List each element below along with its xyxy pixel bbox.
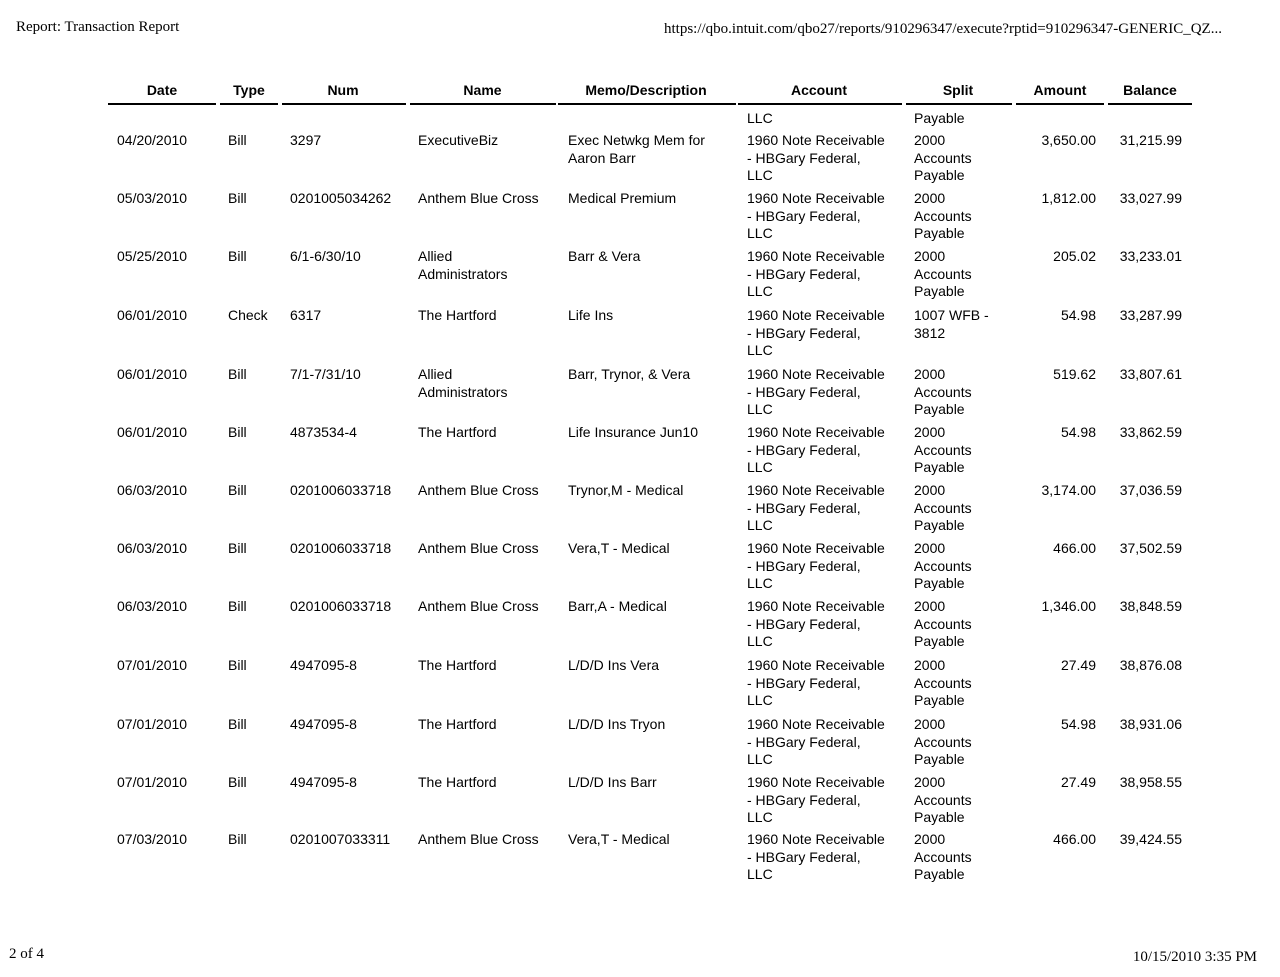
cell-date: 06/03/2010 [117, 482, 188, 498]
cell-name: The Hartford [418, 774, 497, 790]
cell-amount: 519.62 [1053, 366, 1096, 382]
cell-date: 07/01/2010 [117, 716, 188, 732]
cell-name: Allied [418, 248, 453, 264]
cell-account: LLC [747, 517, 773, 534]
cell-name: Anthem Blue Cross [418, 540, 539, 556]
cell-amount: 205.02 [1053, 248, 1096, 264]
cell-account: LLC [747, 225, 773, 242]
cell-num: 0201006033718 [290, 540, 392, 556]
cell-account: 1960 Note Receivable [747, 424, 885, 440]
cell-balance: 38,931.06 [1119, 716, 1182, 732]
cell-memo: Medical Premium [568, 190, 677, 206]
cell-name: The Hartford [418, 657, 497, 673]
cell-account: - HBGary Federal, [747, 615, 861, 632]
cell-account: - HBGary Federal, [747, 324, 861, 341]
cell-split: 1007 WFB - [914, 307, 989, 323]
cell-account: LLC [747, 866, 773, 883]
cell-num: 4947095-8 [290, 657, 357, 673]
cell-split: Accounts [914, 557, 972, 574]
cell-split: Payable [914, 225, 965, 242]
cell-account: LLC [747, 342, 773, 359]
cell-memo: L/D/D Ins Vera [568, 657, 660, 673]
report-url: https://qbo.intuit.com/qbo27/reports/910296347/execute?rptid=910296347-GENERIC_QZ... [664, 21, 1222, 37]
cell-type: Bill [228, 774, 247, 790]
cell-type: Bill [228, 190, 247, 206]
column-header-type: Type [233, 82, 265, 98]
cell-split: 2000 [914, 716, 946, 732]
cell-split: Payable [914, 401, 965, 418]
cell-account: LLC [747, 751, 773, 768]
cell-amount: 1,812.00 [1041, 190, 1096, 206]
cell-split: 2000 [914, 132, 946, 148]
cell-account: 1960 Note Receivable [747, 248, 885, 264]
cell-account: - HBGary Federal, [747, 207, 861, 224]
cell-account: - HBGary Federal, [747, 733, 861, 750]
cell-split: Payable [914, 283, 965, 300]
cell-split: Accounts [914, 848, 972, 865]
cell-split: Accounts [914, 499, 972, 516]
cell-type: Bill [228, 132, 247, 148]
cell-split: Accounts [914, 674, 972, 691]
cell-split: 2000 [914, 248, 946, 264]
cell-name: Administrators [418, 265, 508, 282]
cell-memo: Barr,A - Medical [568, 598, 667, 614]
cell-split: Accounts [914, 265, 972, 282]
cell-type: Check [228, 307, 268, 323]
cell-date: 05/03/2010 [117, 190, 188, 206]
cell-balance: 31,215.99 [1119, 132, 1182, 148]
cell-split: Accounts [914, 207, 972, 224]
cell-name: Anthem Blue Cross [418, 482, 539, 498]
cell-split: Payable [914, 575, 965, 592]
cell-amount: 54.98 [1060, 307, 1096, 323]
cell-type: Bill [228, 248, 247, 264]
column-header-balance: Balance [1123, 82, 1177, 98]
cell-name: Allied [418, 366, 453, 382]
cell-account: 1960 Note Receivable [747, 366, 885, 382]
cell-date: 06/01/2010 [117, 307, 188, 323]
cell-split: 2000 [914, 482, 946, 498]
cell-account: 1960 Note Receivable [747, 716, 885, 732]
column-header-amount: Amount [1033, 82, 1087, 98]
cell-type: Bill [228, 366, 247, 382]
cell-name: The Hartford [418, 307, 497, 323]
report-title: Report: Transaction Report [16, 19, 180, 35]
cell-balance: 38,958.55 [1119, 774, 1182, 790]
cell-name: Anthem Blue Cross [418, 598, 539, 614]
cell-balance: 38,876.08 [1119, 657, 1182, 673]
cell-memo: Aaron Barr [568, 149, 636, 166]
cell-split: Accounts [914, 615, 972, 632]
cell-amount: 27.49 [1060, 774, 1096, 790]
cell-num: 0201007033311 [290, 831, 391, 847]
cell-split: 3812 [914, 324, 946, 341]
cell-account: LLC [747, 809, 773, 826]
cell-balance: 37,502.59 [1119, 540, 1182, 556]
cell-split: 2000 [914, 424, 946, 440]
cell-balance: 33,287.99 [1119, 307, 1182, 323]
cell-memo: Vera,T - Medical [568, 831, 670, 847]
cell-split: Payable [914, 866, 965, 883]
cell-amount: 466.00 [1053, 831, 1096, 847]
cell-account: 1960 Note Receivable [747, 831, 885, 847]
cell-split: Payable [914, 167, 965, 184]
cell-num: 6/1-6/30/10 [290, 248, 361, 264]
cell-split: 2000 [914, 598, 946, 614]
carryover-split: Payable [914, 110, 965, 126]
cell-name: The Hartford [418, 424, 497, 440]
cell-split: Payable [914, 517, 965, 534]
cell-account: LLC [747, 283, 773, 300]
cell-memo: Vera,T - Medical [568, 540, 670, 556]
cell-account: - HBGary Federal, [747, 265, 861, 282]
cell-account: LLC [747, 633, 773, 650]
cell-amount: 1,346.00 [1041, 598, 1096, 614]
cell-date: 06/03/2010 [117, 540, 188, 556]
cell-balance: 37,036.59 [1119, 482, 1182, 498]
cell-balance: 38,848.59 [1119, 598, 1182, 614]
cell-split: 2000 [914, 366, 946, 382]
cell-split: Accounts [914, 441, 972, 458]
cell-num: 0201005034262 [290, 190, 392, 206]
cell-account: - HBGary Federal, [747, 674, 861, 691]
cell-name: ExecutiveBiz [418, 132, 499, 148]
cell-type: Bill [228, 657, 247, 673]
cell-amount: 27.49 [1060, 657, 1096, 673]
cell-balance: 33,233.01 [1119, 248, 1182, 264]
cell-account: LLC [747, 167, 773, 184]
print-timestamp: 10/15/2010 3:35 PM [1132, 949, 1257, 965]
cell-num: 6317 [290, 307, 322, 323]
cell-account: - HBGary Federal, [747, 383, 861, 400]
cell-num: 0201006033718 [290, 482, 392, 498]
column-header-num: Num [327, 82, 359, 98]
cell-num: 7/1-7/31/10 [290, 366, 361, 382]
cell-date: 06/01/2010 [117, 366, 188, 382]
cell-account: 1960 Note Receivable [747, 598, 885, 614]
cell-balance: 33,027.99 [1119, 190, 1182, 206]
cell-split: 2000 [914, 657, 946, 673]
cell-account: 1960 Note Receivable [747, 657, 885, 673]
cell-account: 1960 Note Receivable [747, 190, 885, 206]
cell-memo: Trynor,M - Medical [568, 482, 684, 498]
cell-account: - HBGary Federal, [747, 441, 861, 458]
cell-split: 2000 [914, 831, 946, 847]
cell-account: 1960 Note Receivable [747, 482, 885, 498]
column-header-split: Split [942, 82, 974, 98]
cell-account: 1960 Note Receivable [747, 540, 885, 556]
cell-memo: L/D/D Ins Tryon [568, 716, 666, 732]
column-header-account: Account [791, 82, 847, 98]
cell-date: 06/03/2010 [117, 598, 188, 614]
cell-split: Accounts [914, 383, 972, 400]
cell-type: Bill [228, 482, 247, 498]
column-header-memo: Memo/Description [585, 82, 707, 98]
cell-balance: 39,424.55 [1119, 831, 1182, 847]
cell-account: 1960 Note Receivable [747, 774, 885, 790]
cell-balance: 33,862.59 [1119, 424, 1182, 440]
cell-split: Payable [914, 459, 965, 476]
cell-amount: 54.98 [1060, 716, 1096, 732]
carryover-account: LLC [747, 110, 773, 126]
cell-num: 4947095-8 [290, 774, 357, 790]
cell-date: 06/01/2010 [117, 424, 188, 440]
cell-account: 1960 Note Receivable [747, 132, 885, 148]
cell-split: Accounts [914, 733, 972, 750]
cell-amount: 54.98 [1060, 424, 1096, 440]
cell-memo: Exec Netwkg Mem for [568, 132, 705, 148]
cell-account: LLC [747, 401, 773, 418]
cell-type: Bill [228, 598, 247, 614]
cell-account: LLC [747, 692, 773, 709]
cell-split: 2000 [914, 540, 946, 556]
cell-split: Payable [914, 809, 965, 826]
cell-split: Accounts [914, 149, 972, 166]
cell-date: 05/25/2010 [117, 248, 188, 264]
cell-date: 07/01/2010 [117, 657, 188, 673]
cell-amount: 466.00 [1053, 540, 1096, 556]
cell-memo: Life Insurance Jun10 [568, 424, 698, 440]
cell-account: 1960 Note Receivable [747, 307, 885, 323]
cell-memo: Barr, Trynor, & Vera [568, 366, 691, 382]
cell-type: Bill [228, 831, 247, 847]
cell-account: LLC [747, 459, 773, 476]
column-header-date: Date [146, 82, 178, 98]
cell-account: - HBGary Federal, [747, 848, 861, 865]
cell-split: Payable [914, 751, 965, 768]
cell-type: Bill [228, 540, 247, 556]
cell-amount: 3,650.00 [1041, 132, 1096, 148]
cell-name: Anthem Blue Cross [418, 831, 539, 847]
cell-account: LLC [747, 575, 773, 592]
cell-name: The Hartford [418, 716, 497, 732]
cell-num: 4873534-4 [290, 424, 357, 440]
cell-date: 07/03/2010 [117, 831, 188, 847]
cell-memo: L/D/D Ins Barr [568, 774, 657, 790]
cell-split: 2000 [914, 190, 946, 206]
cell-name: Anthem Blue Cross [418, 190, 539, 206]
cell-balance: 33,807.61 [1119, 366, 1182, 382]
column-header-name: Name [463, 82, 502, 98]
cell-account: - HBGary Federal, [747, 557, 861, 574]
cell-type: Bill [228, 424, 247, 440]
cell-account: - HBGary Federal, [747, 499, 861, 516]
cell-memo: Barr & Vera [568, 248, 641, 264]
cell-split: Accounts [914, 791, 972, 808]
cell-memo: Life Ins [568, 307, 614, 323]
page-number: 2 of 4 [9, 946, 44, 962]
cell-account: - HBGary Federal, [747, 149, 861, 166]
cell-date: 04/20/2010 [117, 132, 188, 148]
cell-split: Payable [914, 692, 965, 709]
cell-account: - HBGary Federal, [747, 791, 861, 808]
cell-type: Bill [228, 716, 247, 732]
cell-num: 3297 [290, 132, 322, 148]
cell-name: Administrators [418, 383, 508, 400]
cell-split: Payable [914, 633, 965, 650]
cell-num: 0201006033718 [290, 598, 392, 614]
cell-amount: 3,174.00 [1041, 482, 1096, 498]
cell-num: 4947095-8 [290, 716, 357, 732]
cell-date: 07/01/2010 [117, 774, 188, 790]
cell-split: 2000 [914, 774, 946, 790]
